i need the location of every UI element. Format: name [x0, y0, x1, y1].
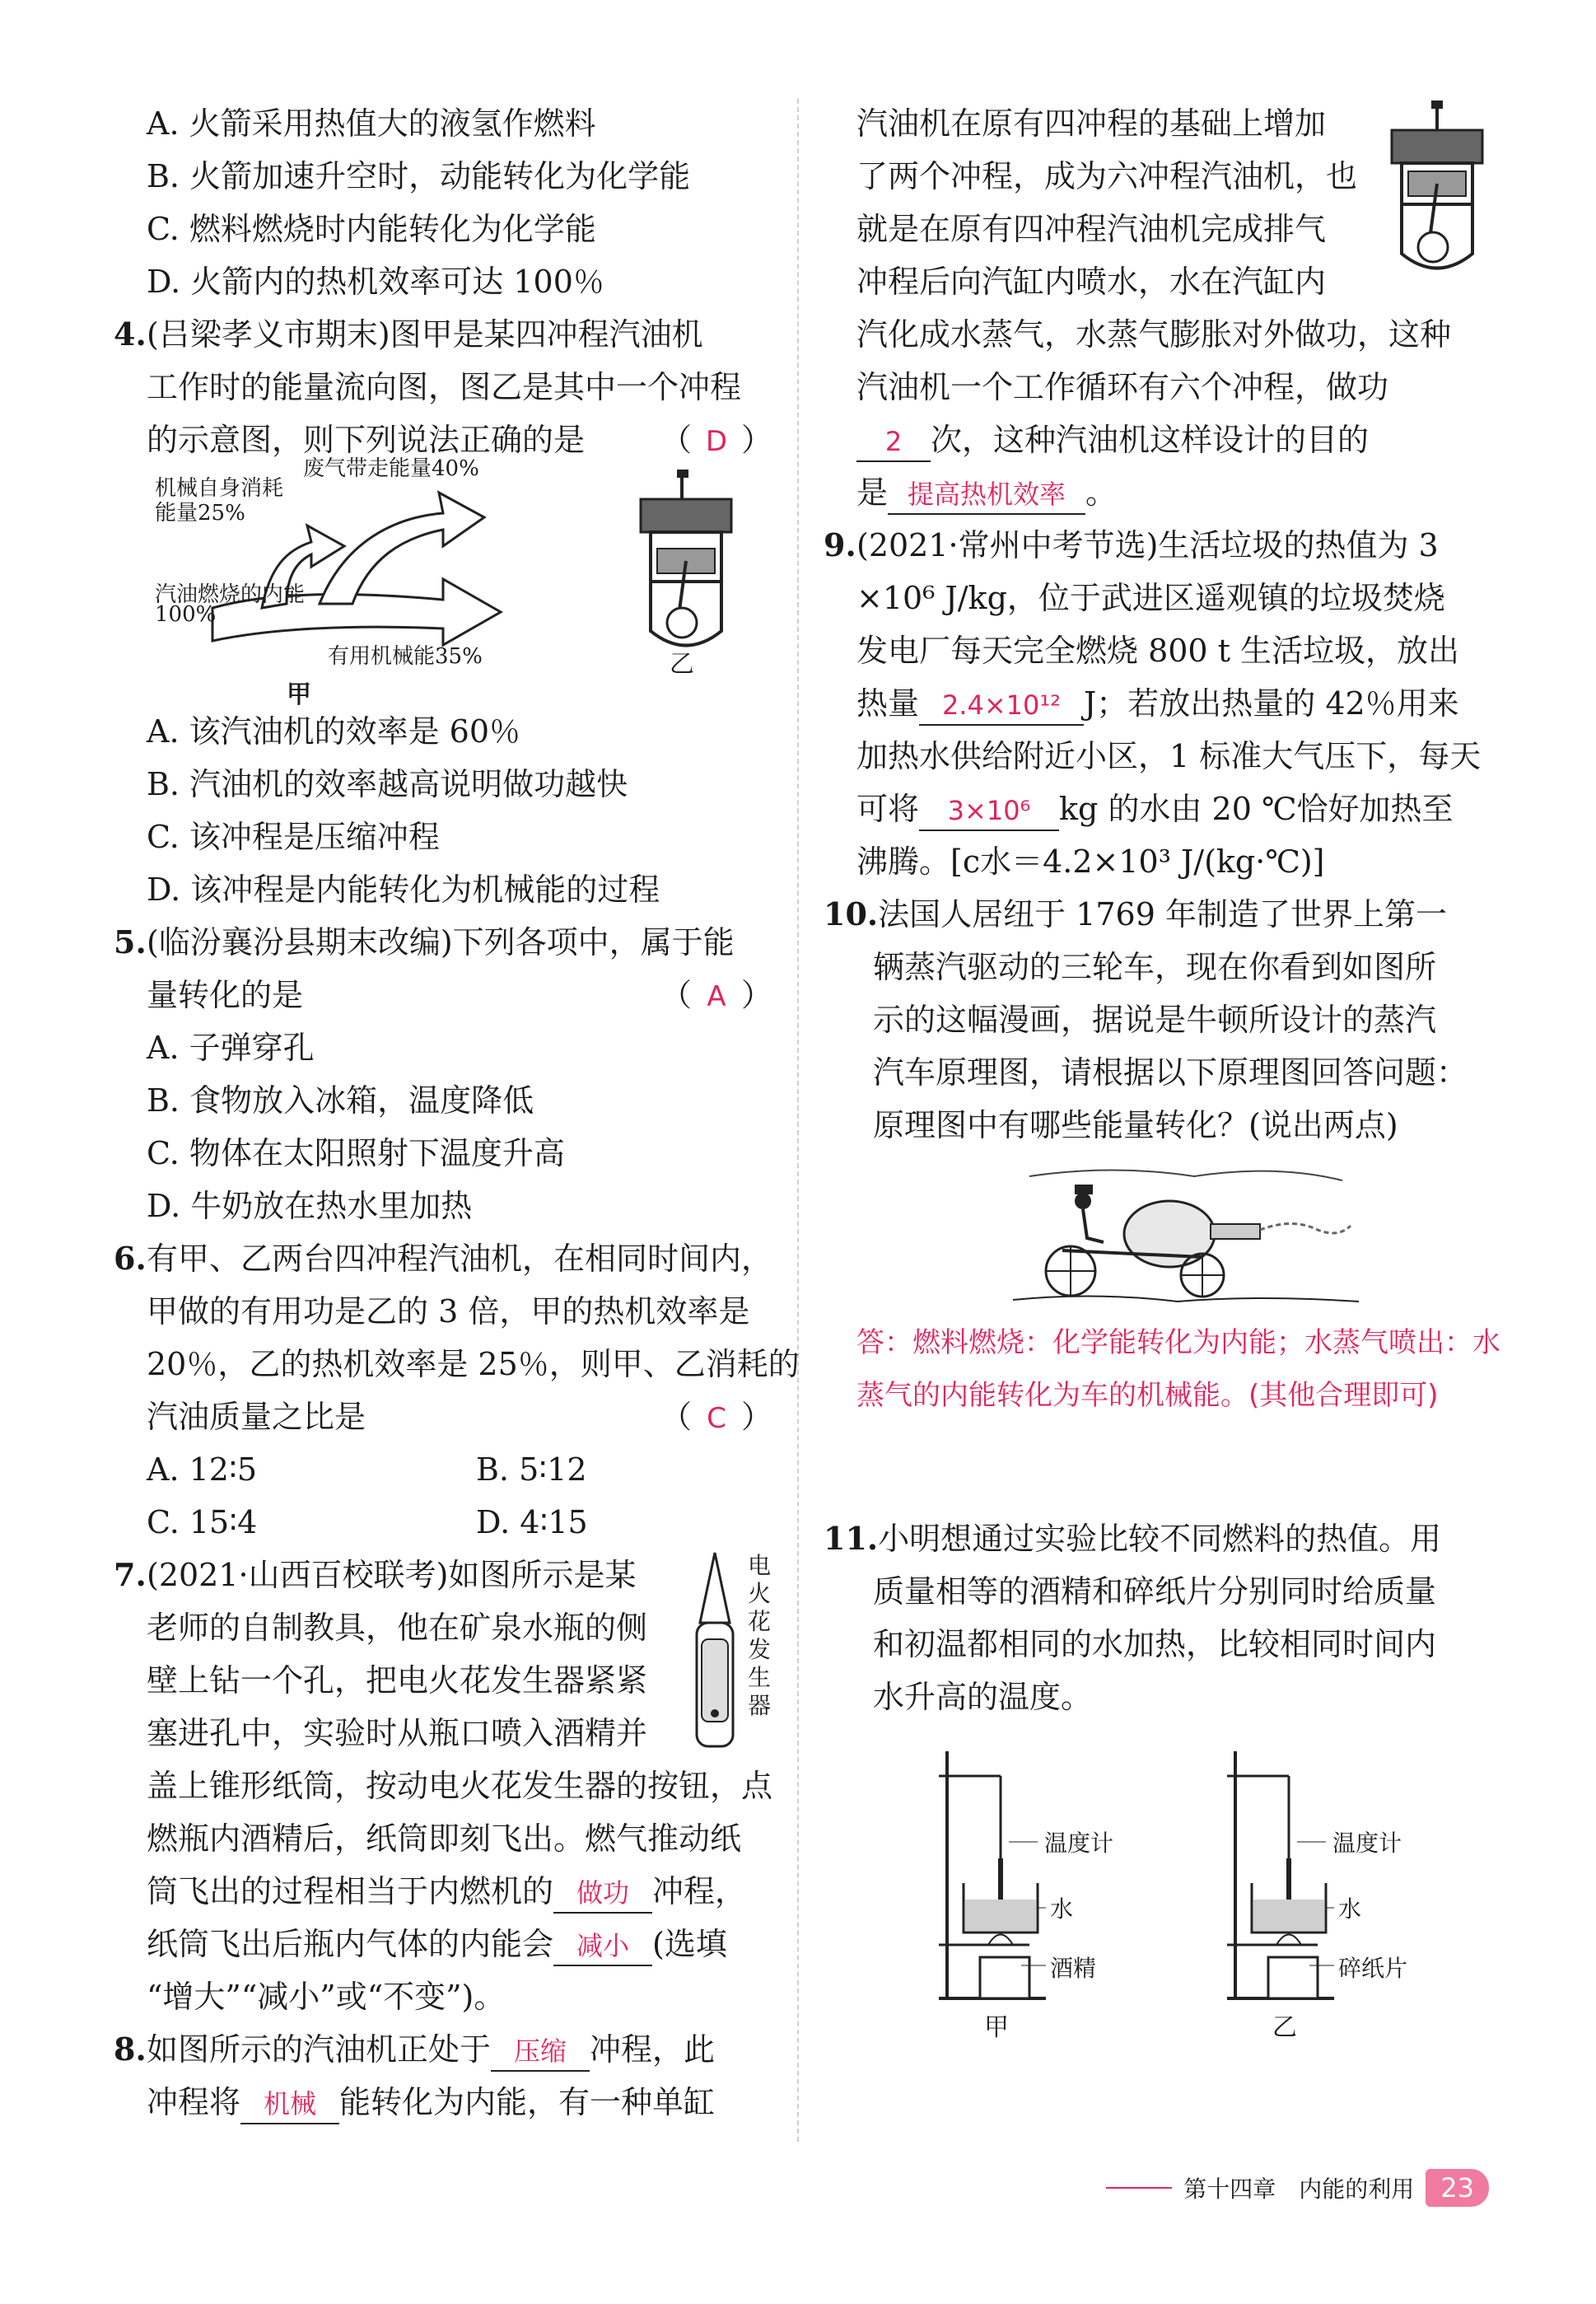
- q7-blank-2: 减小: [553, 1927, 652, 1966]
- q11-text-1: 小明想通过实验比较不同燃料的热值。用: [878, 1521, 1442, 1557]
- q6-text-1: 有甲、乙两台四冲程汽油机，在相同时间内，: [147, 1241, 773, 1277]
- apparatus-yi: [1227, 1751, 1334, 1998]
- q8-text-2b: 能转化为内能，有一种单缸: [339, 2084, 716, 2120]
- q4-line-2: 工作时的能量流向图，图乙是其中一个冲程: [147, 369, 742, 405]
- q3-option-a: A. 火箭采用热值大的液氢作燃料: [147, 105, 596, 142]
- q11-line-4: 水升高的温度。: [873, 1679, 1093, 1715]
- q6-text-4: 汽油质量之比是: [147, 1399, 366, 1435]
- q6-answer: C: [707, 1402, 726, 1435]
- q7-text-7b: 冲程，: [652, 1873, 747, 1909]
- steam-car-cartoon: [1013, 1160, 1359, 1308]
- q10-text-1: 法国人居纽于 1769 年制造了世界上第一: [878, 896, 1447, 932]
- left-column: [114, 97, 800, 2129]
- q6-number: 6.: [114, 1240, 147, 1277]
- q10-line-1: [824, 888, 1491, 941]
- q9-line-6: [824, 783, 1491, 835]
- q6-line-4: [114, 1390, 772, 1443]
- q7-line-8: [114, 1918, 772, 1970]
- q8c-line-2: 了两个冲程，成为六冲程汽油机，也: [856, 158, 1358, 194]
- q5-option-a: A. 子弹穿孔: [147, 1030, 315, 1066]
- q6-answer-paren: （ C ）: [660, 1390, 772, 1445]
- spark-generator-label: 电火花发生器: [748, 1552, 772, 1719]
- q8-blank-4: 提高热机效率: [888, 475, 1085, 515]
- label-water-jia: 水: [1050, 1895, 1074, 1923]
- label-self-loss-2: 能量25%: [155, 501, 245, 526]
- q8c-line-8: [824, 466, 1491, 519]
- q6-options-ab: [114, 1443, 772, 1496]
- q5-answer-paren: （ A ）: [660, 969, 772, 1023]
- q9-line-7: 沸腾。[c水＝4.2×10³ J/(kg·℃)]: [856, 844, 1325, 880]
- q4-number: 4.: [114, 315, 147, 353]
- engine-cylinder-icon: [632, 466, 756, 680]
- q7-line-3: 壁上钻一个孔，把电火花发生器紧紧: [147, 1662, 648, 1699]
- q9-line-4: [824, 677, 1491, 730]
- q7-text-7a: 筒飞出的过程相当于内燃机的: [147, 1873, 554, 1909]
- q9-line-5: 加热水供给附近小区，1 标准大气压下，每天: [856, 738, 1482, 774]
- label-paper: 碎纸片: [1338, 1955, 1408, 1982]
- q7-text-8b: (选填: [652, 1926, 727, 1962]
- label-exhaust: 废气带走能量40%: [303, 456, 479, 481]
- q11-line-3: 和初温都相同的水加热，比较相同时间内: [873, 1626, 1437, 1662]
- q8c-text-8b: 。: [1085, 474, 1118, 511]
- q8-text-1a: 如图所示的汽油机正处于: [147, 2031, 492, 2068]
- footer-rule: [1106, 2187, 1172, 2189]
- q10-line-4: 汽车原理图，请根据以下原理图回答问题：: [873, 1054, 1468, 1091]
- q11-line-2: 质量相等的酒精和碎纸片分别同时给质量: [873, 1573, 1437, 1610]
- q8-number: 8.: [114, 2031, 147, 2068]
- q8-continued: [824, 97, 1491, 519]
- q7-line-7: [114, 1865, 772, 1918]
- q4-answer-paren: （ D ）: [660, 414, 772, 468]
- q11-line-1: [824, 1512, 1491, 1565]
- q8c-line-6: 汽油机一个工作循环有六个冲程，做功: [856, 369, 1389, 405]
- q10-line-3: 示的这幅漫画，据说是牛顿所设计的蒸汽: [873, 1002, 1437, 1038]
- q5-text-2: 量转化的是: [147, 977, 304, 1013]
- q8c-text-7b: 次，这种汽油机这样设计的目的: [931, 422, 1370, 458]
- chapter-title: 第十四章 内能的利用: [1183, 2175, 1415, 2203]
- q7-block: [114, 1549, 772, 2023]
- q5-text-1: (临汾襄汾县期末改编)下列各项中，属于能: [147, 924, 735, 960]
- engine-cylinder-icon-2: [1384, 97, 1491, 303]
- q8c-line-1: 汽油机在原有四冲程的基础上增加: [856, 105, 1327, 142]
- q6-line-2: 甲做的有用功是乙的 3 倍，甲的热机效率是: [147, 1293, 750, 1330]
- apparatus-jia: [939, 1751, 1046, 1998]
- q11-number: 11.: [824, 1520, 879, 1557]
- q8c-text-8a: 是: [856, 474, 889, 511]
- q9-line-1: [824, 519, 1491, 572]
- q10-answer-line-1: 答：燃料燃烧：化学能转化为内能；水蒸气喷出：水: [856, 1326, 1500, 1359]
- label-jia: 甲: [287, 680, 311, 709]
- label-yi: 乙: [670, 650, 694, 679]
- q8-text-2a: 冲程将: [147, 2084, 241, 2120]
- label-apparatus-jia: 甲: [984, 2013, 1009, 2042]
- q10-number: 10.: [824, 895, 879, 932]
- experiment-apparatus: [931, 1735, 1441, 2048]
- q9-number: 9.: [824, 526, 856, 563]
- q7-line-2: 老师的自制教具，他在矿泉水瓶的侧: [147, 1610, 648, 1646]
- q10-answer-line-2: 蒸气的内能转化为车的机械能。(其他合理即可): [856, 1379, 1439, 1412]
- q4-figure: [147, 456, 772, 709]
- q9-text-1: (2021·常州中考节选)生活垃圾的热值为 3: [856, 527, 1439, 563]
- q9-text-6b: kg 的水由 20 ℃恰好加热至: [1059, 791, 1454, 827]
- q10-line-2: 辆蒸汽驱动的三轮车，现在你看到如图所: [873, 949, 1437, 985]
- column-divider: [797, 99, 799, 2142]
- q4-option-c: C. 该冲程是压缩冲程: [147, 819, 440, 855]
- q8c-line-4: 冲程后向汽缸内喷水，水在汽缸内: [856, 264, 1327, 300]
- q5-option-c: C. 物体在太阳照射下温度升高: [147, 1135, 565, 1171]
- label-useful: 有用机械能35%: [328, 644, 483, 669]
- q6-options-cd: [114, 1496, 772, 1549]
- q3-option-d: D. 火箭内的热机效率可达 100％: [147, 264, 604, 300]
- q9-blank-1: 2.4×10¹²: [919, 686, 1084, 726]
- right-column: [824, 97, 1500, 2048]
- q6-option-c: C. 15∶4: [147, 1504, 258, 1540]
- q10-figure: [824, 1152, 1491, 1316]
- q9-text-6a: 可将: [856, 791, 920, 827]
- q6-option-b: B. 5∶12: [476, 1451, 587, 1488]
- q6-line-3: 20％，乙的热机效率是 25％，则甲、乙消耗的: [147, 1346, 800, 1382]
- q7-line-5: 盖上锥形纸筒，按动电火花发生器的按钮，点: [147, 1768, 773, 1804]
- q5-line-2: [114, 969, 772, 1021]
- q7-line-1: [114, 1549, 772, 1601]
- q9-line-2: ×10⁶ J/kg，位于武进区遥观镇的垃圾焚烧: [856, 580, 1445, 616]
- page-footer: [1106, 2169, 1489, 2207]
- q11-figure: [824, 1735, 1491, 2048]
- q8c-line-5: 汽化成水蒸气，水蒸气膨胀对外做功，这种: [856, 316, 1452, 353]
- label-apparatus-yi: 乙: [1272, 2013, 1297, 2042]
- label-thermometer-yi: 温度计: [1332, 1830, 1402, 1857]
- q3-option-b: B. 火箭加速升空时，动能转化为化学能: [147, 158, 691, 194]
- q4-option-b: B. 汽油机的效率越高说明做功越快: [147, 766, 628, 802]
- q4-option-a: A. 该汽油机的效率是 60％: [147, 713, 521, 750]
- label-self-loss: 机械自身消耗: [155, 476, 284, 501]
- q7-text-8a: 纸筒飞出后瓶内气体的内能会: [147, 1926, 554, 1962]
- q5-number: 5.: [114, 923, 147, 960]
- q4-line-1: [114, 308, 772, 361]
- q8-line-1: [114, 2023, 772, 2076]
- q8-text-1b: 冲程，此: [590, 2031, 716, 2068]
- q6-option-a: A. 12∶5: [147, 1451, 258, 1488]
- q4-answer: D: [705, 425, 728, 458]
- q9-text-4b: J；若放出热量的 42％用来: [1084, 685, 1459, 722]
- q7-number: 7.: [114, 1556, 147, 1593]
- q8-blank-2: 机械: [240, 2085, 339, 2124]
- q7-line-9: “增大”“减小”或“不变”)。: [147, 1979, 506, 2015]
- spacer: [824, 1422, 1491, 1512]
- label-alcohol: 酒精: [1050, 1955, 1097, 1982]
- q7-line-4: 塞进孔中，实验时从瓶口喷入酒精并: [147, 1715, 648, 1751]
- spark-bottle-icon: [690, 1549, 740, 1755]
- q5-line-1: [114, 916, 772, 969]
- q4-text-1: (吕梁孝义市期末)图甲是某四冲程汽油机: [147, 316, 703, 353]
- q3-option-c: C. 燃料燃烧时内能转化为化学能: [147, 211, 596, 247]
- q7-blank-1: 做功: [553, 1874, 652, 1914]
- label-water-yi: 水: [1338, 1895, 1362, 1923]
- q7-line-6: 燃瓶内酒精后，纸筒即刻飞出。燃气推动纸: [147, 1820, 742, 1857]
- q9-text-4a: 热量: [856, 685, 920, 722]
- q4-option-d: D. 该冲程是内能转化为机械能的过程: [147, 872, 660, 908]
- label-input-2: 100%: [155, 602, 217, 627]
- q8-line-2: [114, 2076, 772, 2129]
- q8c-line-3: 就是在原有四冲程汽油机完成排气: [856, 211, 1327, 247]
- q5-option-d: D. 牛奶放在热水里加热: [147, 1188, 473, 1224]
- q9-blank-2: 3×10⁶: [919, 792, 1059, 831]
- q6-option-d: D. 4∶15: [476, 1504, 588, 1540]
- q5-answer: A: [707, 980, 726, 1013]
- q8-blank-1: 压缩: [491, 2032, 590, 2072]
- label-thermometer-jia: 温度计: [1044, 1830, 1114, 1857]
- q4-text-3: 的示意图，则下列说法正确的是: [147, 422, 586, 458]
- q10-line-5: 原理图中有哪些能量转化？(说出两点): [873, 1107, 1398, 1143]
- q9-line-3: 发电厂每天完全燃烧 800 t 生活垃圾，放出: [856, 633, 1460, 669]
- page-number: 23: [1426, 2169, 1489, 2207]
- q7-text-1: (2021·山西百校联考)如图所示是某: [147, 1557, 637, 1593]
- q8-blank-3: 2: [856, 423, 931, 462]
- q5-option-b: B. 食物放入冰箱，温度降低: [147, 1082, 534, 1119]
- q8c-line-7: [824, 414, 1491, 466]
- q6-line-1: [114, 1232, 772, 1285]
- label-input: 汽油燃烧的内能: [155, 582, 306, 607]
